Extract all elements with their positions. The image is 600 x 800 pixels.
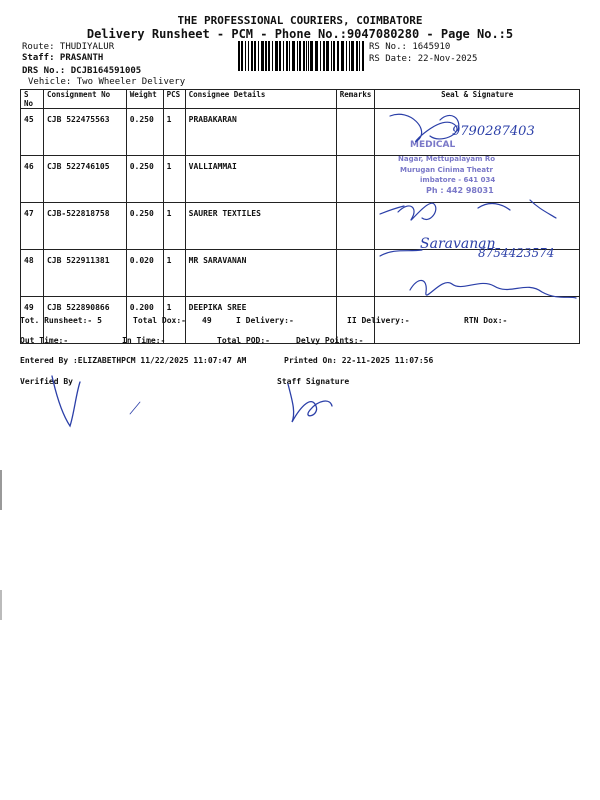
cell-pcs: 1 (163, 156, 185, 203)
cell-weight: 0.250 (126, 156, 163, 203)
cell-consignee: PRABAKARAN (185, 109, 336, 156)
cell-consignment: CJB-522818758 (43, 203, 126, 250)
in-time: In Time:- (122, 336, 166, 345)
cell-weight: 0.200 (126, 297, 163, 344)
cell-weight: 0.020 (126, 250, 163, 297)
cell-consignee: DEEPIKA SREE (185, 297, 336, 344)
total-pod: Total POD:- (217, 336, 270, 345)
barcode-image (238, 41, 366, 71)
stamp-line-3: Murugan Cinima Theatr (400, 166, 493, 174)
cell-consignee: MR SARAVANAN (185, 250, 336, 297)
cell-pcs: 1 (163, 250, 185, 297)
header-sno: S No (21, 90, 44, 109)
runsheet-subtitle: Delivery Runsheet - PCM - Phone No.:9047080280 - Page No.:5 (86, 27, 514, 41)
total-runsheet: Tot. Runsheet:- 5 (20, 316, 102, 325)
cell-pcs: 1 (163, 203, 185, 250)
cell-pcs: 1 (163, 297, 185, 344)
ii-delivery: II Delivery:- (347, 316, 410, 325)
cell-sno: 47 (21, 203, 44, 250)
header-remarks: Remarks (336, 90, 375, 109)
cell-sno: 45 (21, 109, 44, 156)
cell-consignment: CJB 522911381 (43, 250, 126, 297)
staff-label: Staff: PRASANTH (22, 53, 104, 63)
stamp-line-2: Nagar, Mettupalayam Ro (398, 155, 496, 163)
route-label: Route: THUDIYALUR (22, 42, 115, 52)
stamp-line-4: imbatore - 641 034 (420, 176, 496, 184)
header-weight: Weight (126, 90, 163, 109)
signature-scribbles (370, 100, 590, 310)
cell-consignment: CJB 522475563 (43, 109, 126, 156)
header-pcs: PCS (163, 90, 185, 109)
cell-sno: 48 (21, 250, 44, 297)
cell-sno: 49 (21, 297, 44, 344)
stamp-line-5: Ph : 442 98031 (426, 186, 494, 195)
i-delivery: I Delivery:- (236, 316, 294, 325)
total-dox-value: 49 (202, 316, 212, 325)
verified-by-label: Verified By (20, 377, 73, 386)
verifier-staff-signatures (40, 370, 360, 460)
cell-consignee: VALLIAMMAI (185, 156, 336, 203)
header-consignment: Consignment No (43, 90, 126, 109)
rs-date: RS Date: 22-Nov-2025 (369, 54, 478, 64)
drs-number: DRS No.: DCJB164591005 (22, 66, 142, 76)
total-dox-label: Total Dox:- (133, 316, 186, 325)
cell-sno: 46 (21, 156, 44, 203)
staff-signature-label: Staff Signature (277, 377, 350, 386)
cell-pcs: 1 (163, 109, 185, 156)
rs-number: RS No.: 1645910 (369, 42, 451, 52)
handwritten-phone-2: 8754423574 (478, 246, 555, 260)
scan-edge-mark (0, 590, 2, 620)
company-title: THE PROFESSIONAL COURIERS, COIMBATORE (177, 14, 423, 27)
delvy-points: Delvy Points:- (296, 336, 364, 345)
scan-edge-mark (0, 470, 2, 510)
printed-on: Printed On: 22-11-2025 11:07:56 (284, 356, 434, 365)
cell-weight: 0.250 (126, 203, 163, 250)
handwritten-phone-1: 9790287403 (452, 124, 535, 139)
cell-consignee: SAURER TEXTILES (185, 203, 336, 250)
stamp-line-1: MEDICAL (410, 140, 456, 150)
header-consignee: Consignee Details (185, 90, 336, 109)
cell-weight: 0.250 (126, 109, 163, 156)
header-seal-signature: Seal & Signature (375, 90, 580, 109)
rtn-dox: RTN Dox:- (464, 316, 508, 325)
out-time: Out Time:- (20, 336, 69, 345)
handwritten-name: Saravanan (420, 236, 496, 252)
cell-consignment: CJB 522746105 (43, 156, 126, 203)
vehicle-label: Vehicle: Two Wheeler Delivery (28, 77, 186, 87)
cell-consignment: CJB 522890866 (43, 297, 126, 344)
entered-by: Entered By :ELIZABETHPCM 11/22/2025 11:07:47 AM (20, 356, 247, 365)
